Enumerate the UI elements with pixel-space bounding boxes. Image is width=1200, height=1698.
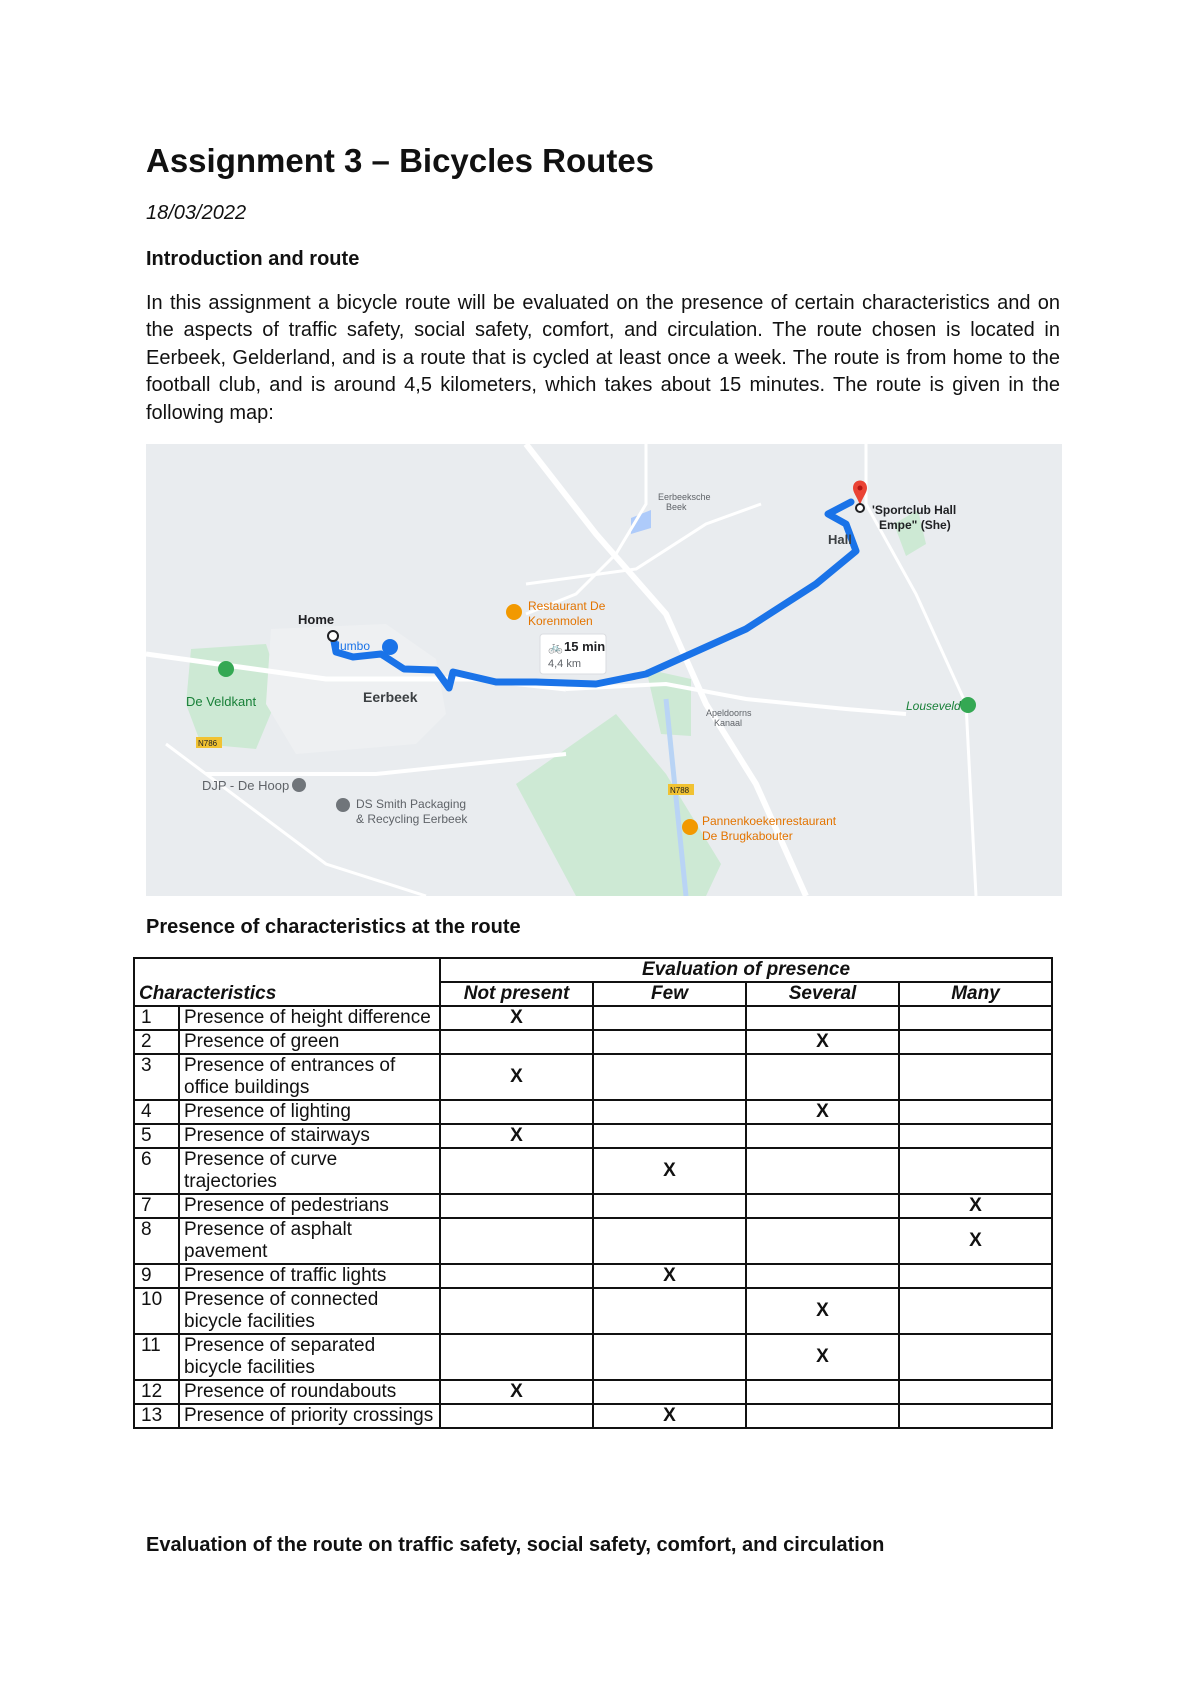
ds-smith-label-2: & Recycling Eerbeek <box>356 812 468 826</box>
document-title: Assignment 3 – Bicycles Routes <box>146 142 655 179</box>
row-number: 3 <box>134 1054 179 1100</box>
road-n786-label: N786 <box>198 739 218 748</box>
table-row <box>134 1194 1052 1218</box>
sportclub-label: 'Sportclub Hall <box>872 503 957 517</box>
ds-smith-pin-icon <box>336 798 350 812</box>
row-mark: X <box>593 1264 746 1288</box>
col-few: Few <box>593 982 746 1006</box>
row-mark: X <box>440 1380 593 1404</box>
table-row <box>134 1148 1052 1194</box>
row-mark <box>746 1124 899 1148</box>
evaluation-heading: Evaluation of the route on traffic safety, social safety, comfort, and circulation <box>146 1534 885 1556</box>
row-mark: X <box>746 1288 899 1334</box>
row-mark <box>899 1264 1052 1288</box>
destination-pin-dot <box>858 486 863 491</box>
restaurant-pin-icon <box>506 604 522 620</box>
row-mark <box>899 1124 1052 1148</box>
jumbo-label: Jumbo <box>334 639 371 653</box>
row-mark: X <box>746 1334 899 1380</box>
row-mark: X <box>899 1194 1052 1218</box>
row-mark <box>899 1030 1052 1054</box>
kanaal-label: Apeldoorns <box>706 708 752 718</box>
row-mark: X <box>440 1124 593 1148</box>
road-south <box>206 754 566 774</box>
col-many: Many <box>899 982 1052 1006</box>
col-group-evaluation: Evaluation of presence <box>440 958 1052 982</box>
djp-label: DJP - De Hoop <box>202 778 290 793</box>
row-mark <box>593 1288 746 1334</box>
intro-paragraph: In this assignment a bicycle route will be evaluated on the presence of certain characteristics and on the aspects of traffic safety, social safety, comfort, and circulation. The route chosen is located in Eerbeek, Gelderland, and is a route that is cycled at least once a week. The route is from home to the football club, and is around 4,5 kilometers, which takes about 15 minutes. The route is given in the following map: <box>146 292 1060 424</box>
row-characteristic: Presence of green <box>179 1030 440 1054</box>
row-mark <box>593 1380 746 1404</box>
row-mark <box>593 1054 746 1100</box>
table-row <box>134 1124 1052 1148</box>
pannenkoek-label-2: De Brugkabouter <box>702 829 793 843</box>
row-number: 2 <box>134 1030 179 1054</box>
row-mark <box>440 1194 593 1218</box>
row-characteristic: Presence of stairways <box>179 1124 440 1148</box>
row-mark <box>746 1380 899 1404</box>
row-mark: X <box>746 1100 899 1124</box>
bicycle-icon: 🚲 <box>548 640 563 654</box>
forest-area <box>516 714 721 896</box>
row-mark <box>593 1006 746 1030</box>
restaurant-label-2: Korenmolen <box>528 614 593 628</box>
hall-label: Hall <box>828 532 852 547</box>
row-characteristic: Presence of roundabouts <box>179 1380 440 1404</box>
document-date: 18/03/2022 <box>146 202 247 224</box>
pannenkoek-label: Pannenkoekenrestaurant <box>702 814 837 828</box>
row-mark <box>746 1054 899 1100</box>
ds-smith-label: DS Smith Packaging <box>356 797 467 811</box>
table-row <box>134 1100 1052 1124</box>
beek-label: Eerbeeksche <box>658 492 711 502</box>
row-number: 1 <box>134 1006 179 1030</box>
row-mark <box>899 1404 1052 1428</box>
row-mark <box>899 1100 1052 1124</box>
pannenkoek-pin-icon <box>682 819 698 835</box>
row-characteristic: Presence of connected bicycle facilities <box>179 1288 440 1334</box>
route-map-drawing <box>146 444 1062 896</box>
row-mark <box>899 1054 1052 1100</box>
row-mark <box>440 1334 593 1380</box>
row-characteristic: Presence of lighting <box>179 1100 440 1124</box>
row-mark <box>746 1404 899 1428</box>
row-mark <box>440 1404 593 1428</box>
row-mark: X <box>899 1218 1052 1264</box>
table-row <box>134 1006 1052 1030</box>
table-row <box>134 1264 1052 1288</box>
row-characteristic: Presence of height difference <box>179 1006 440 1030</box>
row-mark <box>746 1194 899 1218</box>
row-mark <box>899 1380 1052 1404</box>
restaurant-label: Restaurant De <box>528 599 606 613</box>
veldkant-pin-icon <box>218 661 234 677</box>
row-mark: X <box>593 1404 746 1428</box>
row-characteristic: Presence of curve trajectories <box>179 1148 440 1194</box>
route-map <box>146 444 1062 896</box>
row-mark <box>593 1334 746 1380</box>
table-row <box>134 1054 1052 1100</box>
row-mark <box>746 1148 899 1194</box>
col-characteristics: Characteristics <box>134 958 440 1006</box>
row-number: 6 <box>134 1148 179 1194</box>
row-number: 11 <box>134 1334 179 1380</box>
destination-marker-icon <box>856 504 864 512</box>
beek-label-2: Beek <box>666 502 687 512</box>
row-mark <box>746 1006 899 1030</box>
row-number: 8 <box>134 1218 179 1264</box>
row-mark <box>440 1148 593 1194</box>
table-row <box>134 1030 1052 1054</box>
table-row <box>134 1404 1052 1428</box>
presence-heading: Presence of characteristics at the route <box>146 916 521 938</box>
row-mark <box>593 1194 746 1218</box>
row-mark <box>899 1288 1052 1334</box>
row-characteristic: Presence of traffic lights <box>179 1264 440 1288</box>
col-not-present: Not present <box>440 982 593 1006</box>
table-header-row <box>134 958 1052 982</box>
jumbo-pin-icon <box>382 639 398 655</box>
row-characteristic: Presence of entrances of office buildings <box>179 1054 440 1100</box>
table-row <box>134 1218 1052 1264</box>
veldkant-label: De Veldkant <box>186 694 257 709</box>
table-row <box>134 1288 1052 1334</box>
row-mark <box>899 1148 1052 1194</box>
row-characteristic: Presence of separated bicycle facilities <box>179 1334 440 1380</box>
row-mark: X <box>746 1030 899 1054</box>
row-mark <box>440 1100 593 1124</box>
row-mark: X <box>440 1006 593 1030</box>
col-several: Several <box>746 982 899 1006</box>
row-number: 10 <box>134 1288 179 1334</box>
row-mark <box>746 1218 899 1264</box>
row-mark <box>593 1124 746 1148</box>
row-number: 4 <box>134 1100 179 1124</box>
intro-heading: Introduction and route <box>146 248 360 270</box>
table-body <box>134 1006 1052 1428</box>
row-number: 9 <box>134 1264 179 1288</box>
row-mark <box>440 1218 593 1264</box>
characteristics-table <box>133 957 1053 1429</box>
row-mark <box>593 1218 746 1264</box>
table-row <box>134 1334 1052 1380</box>
row-number: 5 <box>134 1124 179 1148</box>
row-mark <box>593 1100 746 1124</box>
eerbeek-label: Eerbeek <box>363 689 418 705</box>
sportclub-label-2: Empe" (She) <box>879 518 951 532</box>
row-mark <box>440 1030 593 1054</box>
route-duration: 15 min <box>564 639 606 654</box>
table-row <box>134 1380 1052 1404</box>
home-label: Home <box>298 612 335 627</box>
row-mark <box>440 1264 593 1288</box>
row-mark: X <box>440 1054 593 1100</box>
route-distance: 4,4 km <box>548 658 582 670</box>
row-number: 7 <box>134 1194 179 1218</box>
row-mark <box>899 1006 1052 1030</box>
row-mark <box>899 1334 1052 1380</box>
row-mark <box>440 1288 593 1334</box>
row-characteristic: Presence of asphalt pavement <box>179 1218 440 1264</box>
louseveld-pin-icon <box>960 697 976 713</box>
row-mark <box>746 1264 899 1288</box>
row-characteristic: Presence of priority crossings <box>179 1404 440 1428</box>
row-number: 12 <box>134 1380 179 1404</box>
row-mark: X <box>593 1148 746 1194</box>
louseveld-label: Louseveld <box>906 699 961 713</box>
row-characteristic: Presence of pedestrians <box>179 1194 440 1218</box>
row-number: 13 <box>134 1404 179 1428</box>
kanaal-label-2: Kanaal <box>714 718 743 728</box>
road-n788-label: N788 <box>670 786 690 795</box>
row-mark <box>593 1030 746 1054</box>
djp-pin-icon <box>292 778 306 792</box>
